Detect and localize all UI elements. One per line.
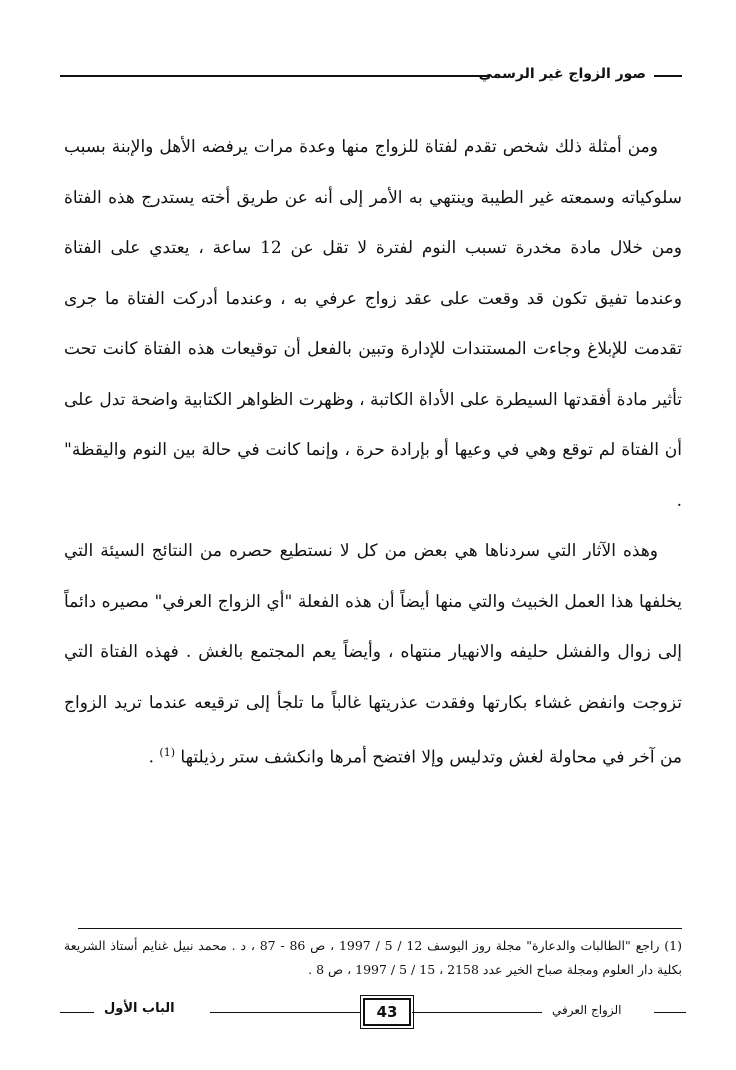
footnote-rule (78, 928, 682, 929)
footnote-marker: (1) (159, 746, 175, 759)
footer-book-title: الزواج العرفي (552, 1003, 622, 1017)
page-number: 43 (363, 998, 411, 1026)
paragraph-2-ending: . (148, 747, 160, 768)
footer-rule (60, 1012, 94, 1013)
footer-rule (412, 1012, 542, 1013)
footer-rule (210, 1012, 360, 1013)
header-dash (654, 75, 682, 77)
paragraph-1: ومن أمثلة ذلك شخص تقدم لفتاة للزواج منها وعدة مرات يرفضه الأهل والإبنة بسبب سلوكياته وسمعته غير الطيبة وينتهي به الأمر إلى أنه عن طريق أخته يستدرج هذه الفتاة ومن خلال مادة مخدرة تسبب النوم لفترة لا تقل عن 12 ساعة ، يعتدي على الفتاة وعندما تفيق تكون قد وقعت على عقد زواج عرفي به ، وعندما أدركت الفتاة ما جرى تقدمت للإبلاغ وجاءت المستندات للإدارة وتبين بالفعل أن توقيعات هذه الفتاة كانت تحت تأثير مادة أفقدتها السيطرة على الأداة الكاتبة ، وظهرت الظواهر الكتابية واضحة تدل على أن الفتاة لم توقع وهي في وعيها أو بإرادة حرة ، وإنما كانت في حالة بين النوم واليقظة" . (64, 137, 683, 511)
header-title: صور الزواج غير الرسمي (478, 66, 646, 82)
footer-chapter: الباب الأول (104, 1001, 175, 1016)
header-rule (60, 75, 490, 77)
paragraph-2-text: وهذه الآثار التي سردناها هي بعض من كل لا نستطيع حصره من النتائج السيئة التي يخلفها هذا العمل الخبيث والتي منها أيضاً أن هذه الفعلة "أي الزواج العرفي" مصيره دائماً إلى زوال والفشل حليفه والانهيار منتهاه ، وأيضاً يعم المجتمع بالغش . فهذه الفتاة التي تزوجت وانفض غشاء بكارتها وفقدت عذريتها غالباً ما تلجأ إلى ترقيعه عندما تريد الزواج من آخر في محاولة لغش وتدليس وإلا افتضح أمرها وانكشف ستر رذيلتها (64, 541, 682, 768)
body-text (64, 122, 682, 783)
page-footer (60, 1000, 686, 1024)
footer-rule (654, 1012, 686, 1013)
paragraph-2 (64, 526, 682, 783)
running-header (60, 66, 682, 86)
footnote: (1) راجع "الطالبات والدعارة" مجلة روز اليوسف 12 / 5 / 1997 ، ص 86 - 87 ، د . محمد نبيل غنايم أستاذ الشريعة بكلية دار العلوم ومجلة صباح الخير عدد 2158 ، 15 / 5 / 1997 ، ص 8 . (64, 938, 682, 977)
